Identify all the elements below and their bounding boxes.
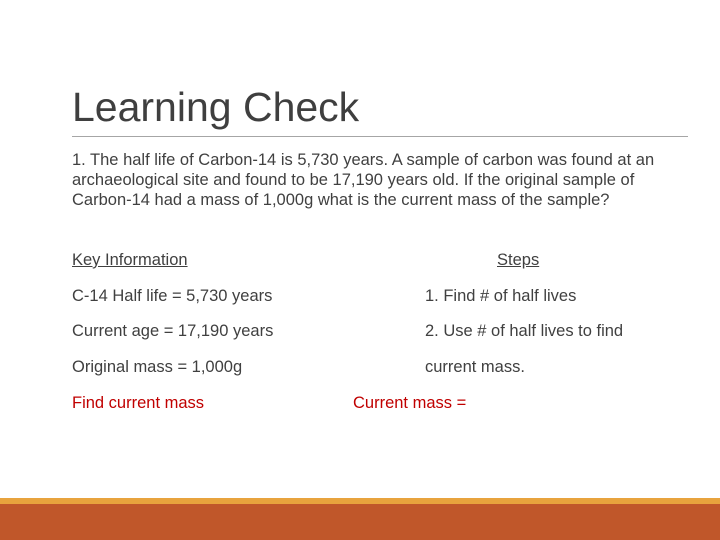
key-info-header: Key Information [72,251,188,269]
footer-bar [0,504,720,540]
key-info-item: Current age = 17,190 years [72,322,274,340]
find-current-mass-text: Find current mass [72,394,205,412]
question-text: 1. The half life of Carbon-14 is 5,730 years. A sample of carbon was found at an archaeological site and found to be 17,190 years old. If the original sample of Carbon-14 had a mass of 1,000g what is the current mass of the sample? [72,151,655,209]
key-info-item: C-14 Half life = 5,730 years [72,287,273,305]
step-item: current mass. [425,358,525,376]
title-divider [72,136,688,137]
steps-header: Steps [497,251,540,269]
key-info-item: Original mass = 1,000g [72,358,243,376]
step-item: 2. Use # of half lives to find [425,322,624,340]
current-mass-answer-prompt: Current mass = [353,394,467,412]
slide-title: Learning Check [72,84,360,130]
step-item: 1. Find # of half lives [425,287,577,305]
